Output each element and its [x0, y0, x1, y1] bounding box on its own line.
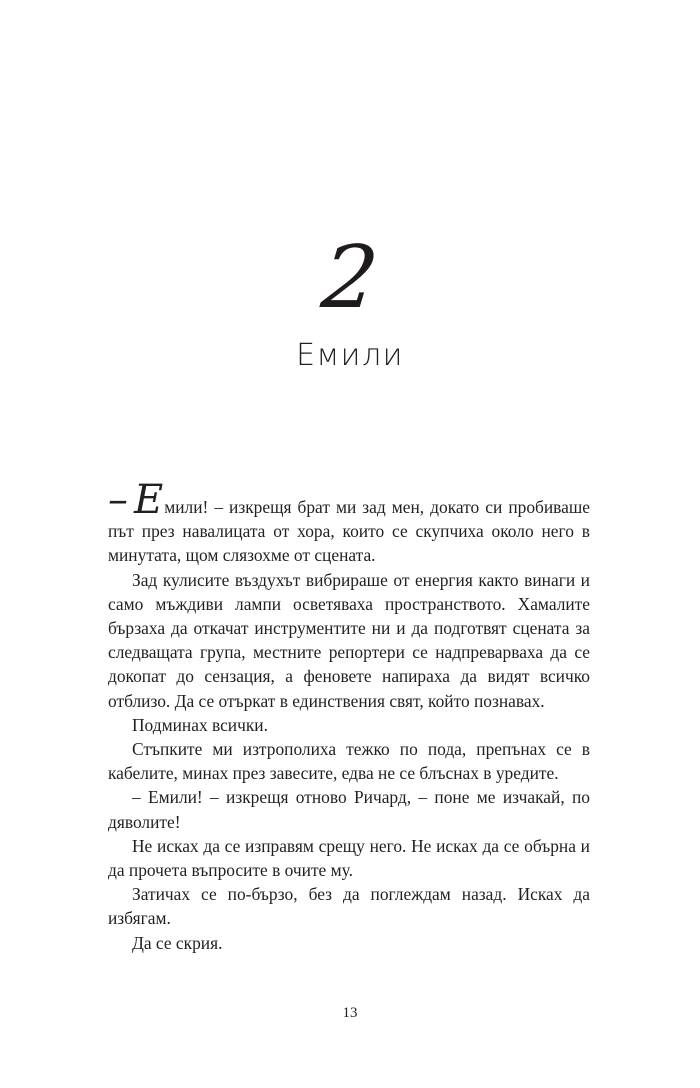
drop-cap-dash: –	[108, 477, 128, 523]
paragraph: Стъпките ми изтрополиха тежко по пода, препънах се в кабелите, минах през завесите, едва не се блъснах в уредите.	[108, 739, 590, 784]
paragraph: – Емили! – изкрещя отново Ричард, – поне ме изчакай, по дяволите!	[108, 787, 590, 832]
paragraph: Подминах всички.	[132, 714, 268, 735]
paragraph: Зад кулисите въздухът вибрираше от енергия както винаги и само мъждиви лампи осветяваха пространството. Хамалите бързаха да откачат инструментите ни и да подготвят сцената за следващата група, местните репортери се надпреварваха да се докопат до сензация, а феновете напираха да видят всичко отблизо. Да се отъркат в единствения свят, който познавах.	[108, 569, 590, 711]
chapter-body	[108, 477, 590, 955]
paragraph: Не исках да се изправям срещу него. Не исках да се обърна и да прочета въпросите в очите му.	[108, 835, 590, 881]
chapter-title: Емили	[296, 338, 404, 373]
opening-paragraph	[108, 477, 590, 568]
drop-cap-initial: Е	[134, 477, 164, 523]
opening-text: мили! – изкрещя брат ми зад мен, докато си пробиваше път през навалицата от хора, които се скупчиха около него в минутата, щом слязохме от сцената.	[108, 497, 590, 566]
page-number: 13	[342, 1005, 358, 1021]
paragraph: Да се скрия.	[132, 932, 223, 953]
paragraph: Затичах се по-бързо, без да поглеждам назад. Исках да избягам.	[108, 884, 590, 929]
chapter-number: 2	[317, 228, 383, 328]
